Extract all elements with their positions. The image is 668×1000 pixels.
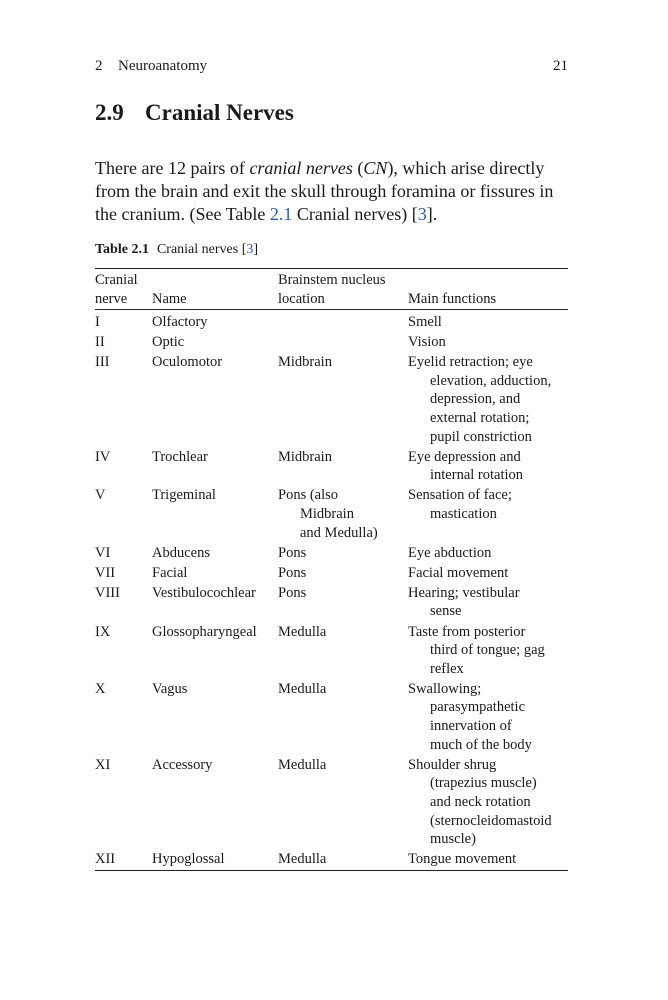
table-caption-text: Cranial nerves [ [156, 242, 247, 257]
nucleus-cell [278, 756, 398, 775]
function-line: Sensation of face; [408, 487, 512, 504]
function-line: Swallowing; [408, 680, 482, 697]
functions-cell [408, 850, 573, 869]
functions-cell [408, 353, 573, 446]
nerve-number-cell: VII [95, 564, 116, 581]
nerve-number-cell: X [95, 680, 106, 697]
paragraph-text: ( [352, 158, 364, 178]
function-line: Tongue movement [408, 851, 517, 868]
table-row [95, 544, 568, 564]
header-name: Name [152, 291, 187, 307]
nerve-number-cell: V [95, 487, 106, 504]
nucleus-line: Pons [278, 584, 307, 601]
function-line: Taste from posterior [408, 623, 526, 640]
table-row [95, 756, 568, 851]
functions-cell [408, 486, 573, 523]
nerve-name-cell: Vagus [152, 680, 188, 697]
nerve-name-cell: Accessory [152, 756, 213, 773]
header-nerve-line2: nerve [95, 291, 128, 307]
nerve-number-cell: XI [95, 756, 111, 773]
term-cranial-nerves: cranial nerves [249, 158, 353, 178]
nerve-name-cell: Optic [152, 334, 185, 351]
section-heading [95, 100, 294, 126]
term-abbreviation: CN [363, 158, 388, 178]
nucleus-cell [278, 544, 398, 563]
header-nucleus-line1: Brainstem nucleus [278, 272, 386, 288]
function-line: mastication [430, 505, 497, 522]
table-header [95, 269, 568, 309]
chapter-number: 2 [95, 58, 103, 74]
header-functions: Main functions [408, 291, 497, 307]
nucleus-cell [278, 564, 398, 583]
chapter-title: Neuroanatomy [118, 58, 208, 74]
nerve-number-cell: VI [95, 544, 111, 561]
nerve-number-cell: I [95, 314, 100, 330]
function-line: Eye depression and [408, 448, 521, 465]
table-row [95, 486, 568, 543]
nucleus-cell [278, 850, 398, 869]
functions-cell [408, 333, 573, 352]
function-line: Smell [408, 314, 442, 330]
running-head [95, 58, 568, 78]
nucleus-line: and Medulla) [300, 524, 378, 541]
table-reference-link[interactable]: 2.1 [269, 204, 293, 224]
table-row [95, 680, 568, 756]
nucleus-cell [278, 486, 398, 542]
function-line: Hearing; vestibular [408, 584, 520, 601]
table-row [95, 448, 568, 487]
functions-cell [408, 680, 573, 754]
table-bottom-rule [95, 870, 568, 871]
nucleus-line: Midbrain [300, 505, 354, 522]
header-nerve-line1: Cranial [95, 272, 138, 288]
function-line: Eyelid retraction; eye [408, 354, 533, 371]
nerve-number-cell: VIII [95, 584, 120, 601]
function-line: innervation of [430, 718, 512, 735]
nucleus-line: Medulla [278, 756, 327, 773]
functions-cell [408, 544, 573, 563]
nucleus-cell [278, 623, 398, 642]
function-line: pupil constriction [430, 428, 532, 445]
functions-cell [408, 448, 573, 485]
citation-link[interactable]: 3 [417, 204, 427, 224]
nerve-number-cell: II [95, 334, 105, 351]
caption-citation-link[interactable]: 3 [246, 242, 254, 257]
nucleus-line: Pons [278, 564, 307, 581]
nerve-name-cell: Vestibulocochlear [152, 584, 256, 601]
function-line: (trapezius muscle) [430, 775, 537, 792]
body-paragraph [95, 157, 570, 226]
nerve-number-cell: IV [95, 448, 111, 465]
table-row [95, 313, 568, 333]
nucleus-cell [278, 584, 398, 603]
section-title: Cranial Nerves [145, 100, 294, 125]
paragraph-text: Cranial nerves) [ [292, 204, 418, 224]
nerve-number-cell: III [95, 354, 110, 371]
nerve-name-cell: Trochlear [152, 448, 208, 465]
nerve-name-cell: Facial [152, 564, 188, 581]
cranial-nerves-table [95, 268, 568, 871]
functions-cell [408, 756, 573, 849]
section-number: 2.9 [95, 100, 124, 125]
table-row [95, 564, 568, 584]
table-caption [95, 242, 258, 258]
nucleus-cell [278, 680, 398, 699]
functions-cell [408, 623, 573, 679]
function-line: Facial movement [408, 564, 509, 581]
function-line: depression, and [430, 391, 521, 408]
table-caption-label: Table 2.1 [95, 242, 149, 257]
table-row [95, 333, 568, 353]
function-line: sense [430, 603, 462, 620]
nucleus-line: Pons (also [278, 487, 339, 504]
header-nucleus-line2: location [278, 291, 325, 307]
function-line: elevation, adduction, [430, 372, 552, 389]
function-line: third of tongue; gag [430, 642, 545, 659]
nucleus-cell [278, 353, 398, 372]
page-number: 21 [553, 58, 568, 74]
function-line: muscle) [430, 831, 476, 848]
functions-cell [408, 564, 573, 583]
nucleus-line: Midbrain [278, 354, 332, 371]
table-row [95, 623, 568, 680]
function-line: reflex [430, 660, 464, 677]
paragraph-text: There are 12 pairs of [95, 158, 250, 178]
nucleus-line: Pons [278, 544, 307, 561]
function-line: parasympathetic [430, 699, 526, 716]
functions-cell [408, 584, 573, 621]
table-row [95, 353, 568, 448]
nerve-number-cell: IX [95, 623, 111, 640]
nucleus-cell [278, 448, 398, 467]
table-row [95, 584, 568, 623]
function-line: Shoulder shrug [408, 756, 497, 773]
nucleus-line: Medulla [278, 623, 327, 640]
nucleus-line: Medulla [278, 680, 327, 697]
nerve-name-cell: Oculomotor [152, 354, 223, 371]
function-line: Vision [408, 334, 446, 351]
function-line: internal rotation [430, 467, 524, 484]
nucleus-line: Medulla [278, 851, 327, 868]
nerve-name-cell: Hypoglossal [152, 851, 225, 868]
paragraph-text: ]. [426, 204, 438, 224]
nucleus-line: Midbrain [278, 448, 332, 465]
table-caption-end: ] [253, 242, 259, 257]
function-line: and neck rotation [430, 793, 531, 810]
nerve-name-cell: Glossopharyngeal [152, 623, 257, 640]
function-line: (sternocleidomastoid [430, 812, 552, 829]
function-line: external rotation; [430, 409, 530, 426]
table-row [95, 850, 568, 870]
nerve-name-cell: Olfactory [152, 314, 208, 330]
table-body [95, 310, 568, 870]
nerve-name-cell: Abducens [152, 544, 210, 561]
nerve-name-cell: Trigeminal [152, 487, 216, 504]
paragraph-text: ), which arise directly from the brain and exit the skull through foramina or fissures in the cranium. (See Table [95, 158, 554, 224]
functions-cell [408, 313, 573, 332]
function-line: Eye abduction [408, 544, 492, 561]
function-line: much of the body [430, 736, 532, 753]
nerve-number-cell: XII [95, 851, 116, 868]
